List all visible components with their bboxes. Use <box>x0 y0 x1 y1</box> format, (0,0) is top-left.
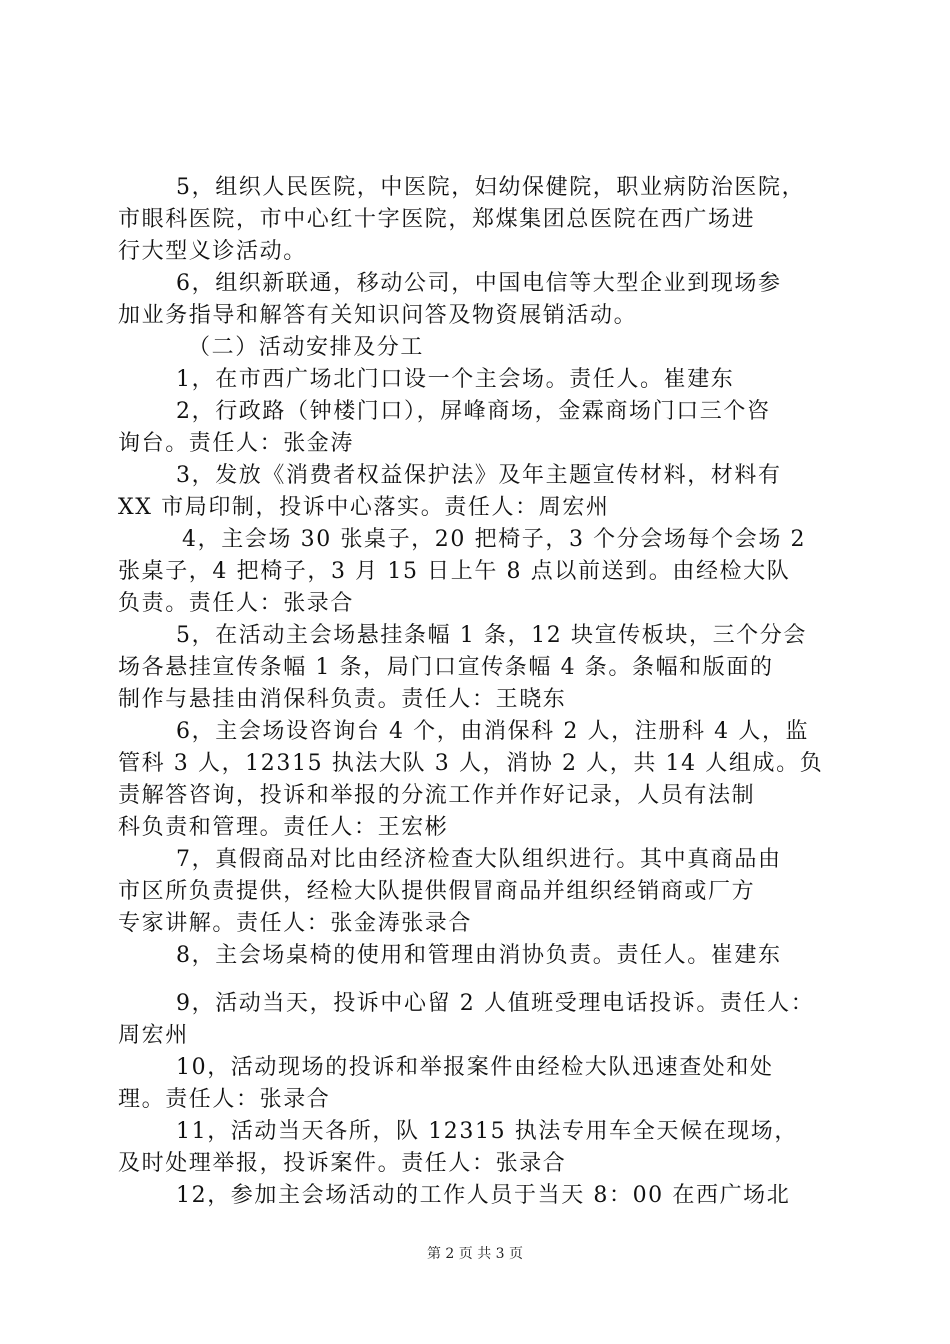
paragraph-task-11 <box>118 1116 836 1180</box>
paragraph-task-3 <box>118 460 836 524</box>
text-line: 张桌子，4 把椅子，3 月 15 日上午 8 点以前送到。由经检大队 <box>118 559 791 584</box>
text-line: 1，在市西广场北门口设一个主会场。责任人。崔建东 <box>176 367 735 392</box>
paragraph-task-7 <box>118 844 836 940</box>
text-line: 5，在活动主会场悬挂条幅 1 条，12 块宣传板块，三个分会 <box>176 623 807 648</box>
page-footer: 第 2 页 共 3 页 <box>426 1246 524 1262</box>
blank-line <box>118 972 836 988</box>
text-line: 12，参加主会场活动的工作人员于当天 8：00 在西广场北 <box>176 1183 791 1208</box>
text-line: 6，主会场设咨询台 4 个，由消保科 2 人，注册科 4 人，监 <box>176 719 810 744</box>
paragraph-task-8 <box>118 940 836 972</box>
text-line: 8，主会场桌椅的使用和管理由消协负责。责任人。崔建东 <box>176 943 782 968</box>
text-line: 科负责和管理。责任人：王宏彬 <box>118 815 449 840</box>
text-line: 7，真假商品对比由经济检查大队组织进行。其中真商品由 <box>176 847 782 872</box>
text-line: XX 市局印制，投诉中心落实。责任人：周宏州 <box>118 495 610 520</box>
text-line: 10，活动现场的投诉和举报案件由经检大队迅速查处和处 <box>176 1055 774 1080</box>
paragraph-task-9 <box>118 988 836 1052</box>
text-line: 6，组织新联通，移动公司，中国电信等大型企业到现场参 <box>176 271 782 296</box>
text-line: 5，组织人民医院，中医院，妇幼保健院，职业病防治医院， <box>176 175 806 200</box>
text-line: 市眼科医院，市中心红十字医院，郑煤集团总医院在西广场进 <box>118 207 756 232</box>
text-line: 2，行政路（钟楼门口），屏峰商场，金霖商场门口三个咨 <box>176 399 771 424</box>
paragraph-item-5-clinic <box>118 172 836 268</box>
text-line: 专家讲解。责任人：张金涛张录合 <box>118 911 473 936</box>
paragraph-item-6-enterprises <box>118 268 836 332</box>
text-line: 11，活动当天各所，队 12315 执法专用车全天候在现场， <box>176 1119 798 1144</box>
text-line: 负责。责任人：张录合 <box>118 591 355 616</box>
paragraph-task-5 <box>118 620 836 716</box>
paragraph-task-4 <box>118 524 836 620</box>
text-line: 理。责任人：张录合 <box>118 1087 331 1112</box>
text-line: 场各悬挂宣传条幅 1 条，局门口宣传条幅 4 条。条幅和版面的 <box>118 655 774 680</box>
paragraph-task-10 <box>118 1052 836 1116</box>
text-line: 3，发放《消费者权益保护法》及年主题宣传材料，材料有 <box>176 463 782 488</box>
section-heading <box>118 332 836 364</box>
document-body <box>118 172 836 1212</box>
paragraph-task-12 <box>118 1180 836 1212</box>
text-line: 询台。责任人：张金涛 <box>118 431 355 456</box>
text-line: 周宏州 <box>118 1023 189 1048</box>
text-line: 加业务指导和解答有关知识问答及物资展销活动。 <box>118 303 638 328</box>
text-line: 及时处理举报，投诉案件。责任人：张录合 <box>118 1151 567 1176</box>
text-line: 4，主会场 30 张桌子，20 把椅子，3 个分会场每个会场 2 <box>182 527 807 552</box>
text-line: 9，活动当天，投诉中心留 2 人值班受理电话投诉。责任人： <box>176 991 815 1016</box>
paragraph-task-2 <box>118 396 836 460</box>
text-line: 管科 3 人，12315 执法大队 3 人，消协 2 人，共 14 人组成。负 <box>118 751 824 776</box>
paragraph-task-6 <box>118 716 836 844</box>
heading-text: （二）活动安排及分工 <box>188 335 425 360</box>
text-line: 制作与悬挂由消保科负责。责任人：王晓东 <box>118 687 567 712</box>
text-line: 市区所负责提供，经检大队提供假冒商品并组织经销商或厂方 <box>118 879 756 904</box>
text-line: 行大型义诊活动。 <box>118 239 307 264</box>
text-line: 责解答咨询，投诉和举报的分流工作并作好记录，人员有法制 <box>118 783 756 808</box>
paragraph-task-1 <box>118 364 836 396</box>
